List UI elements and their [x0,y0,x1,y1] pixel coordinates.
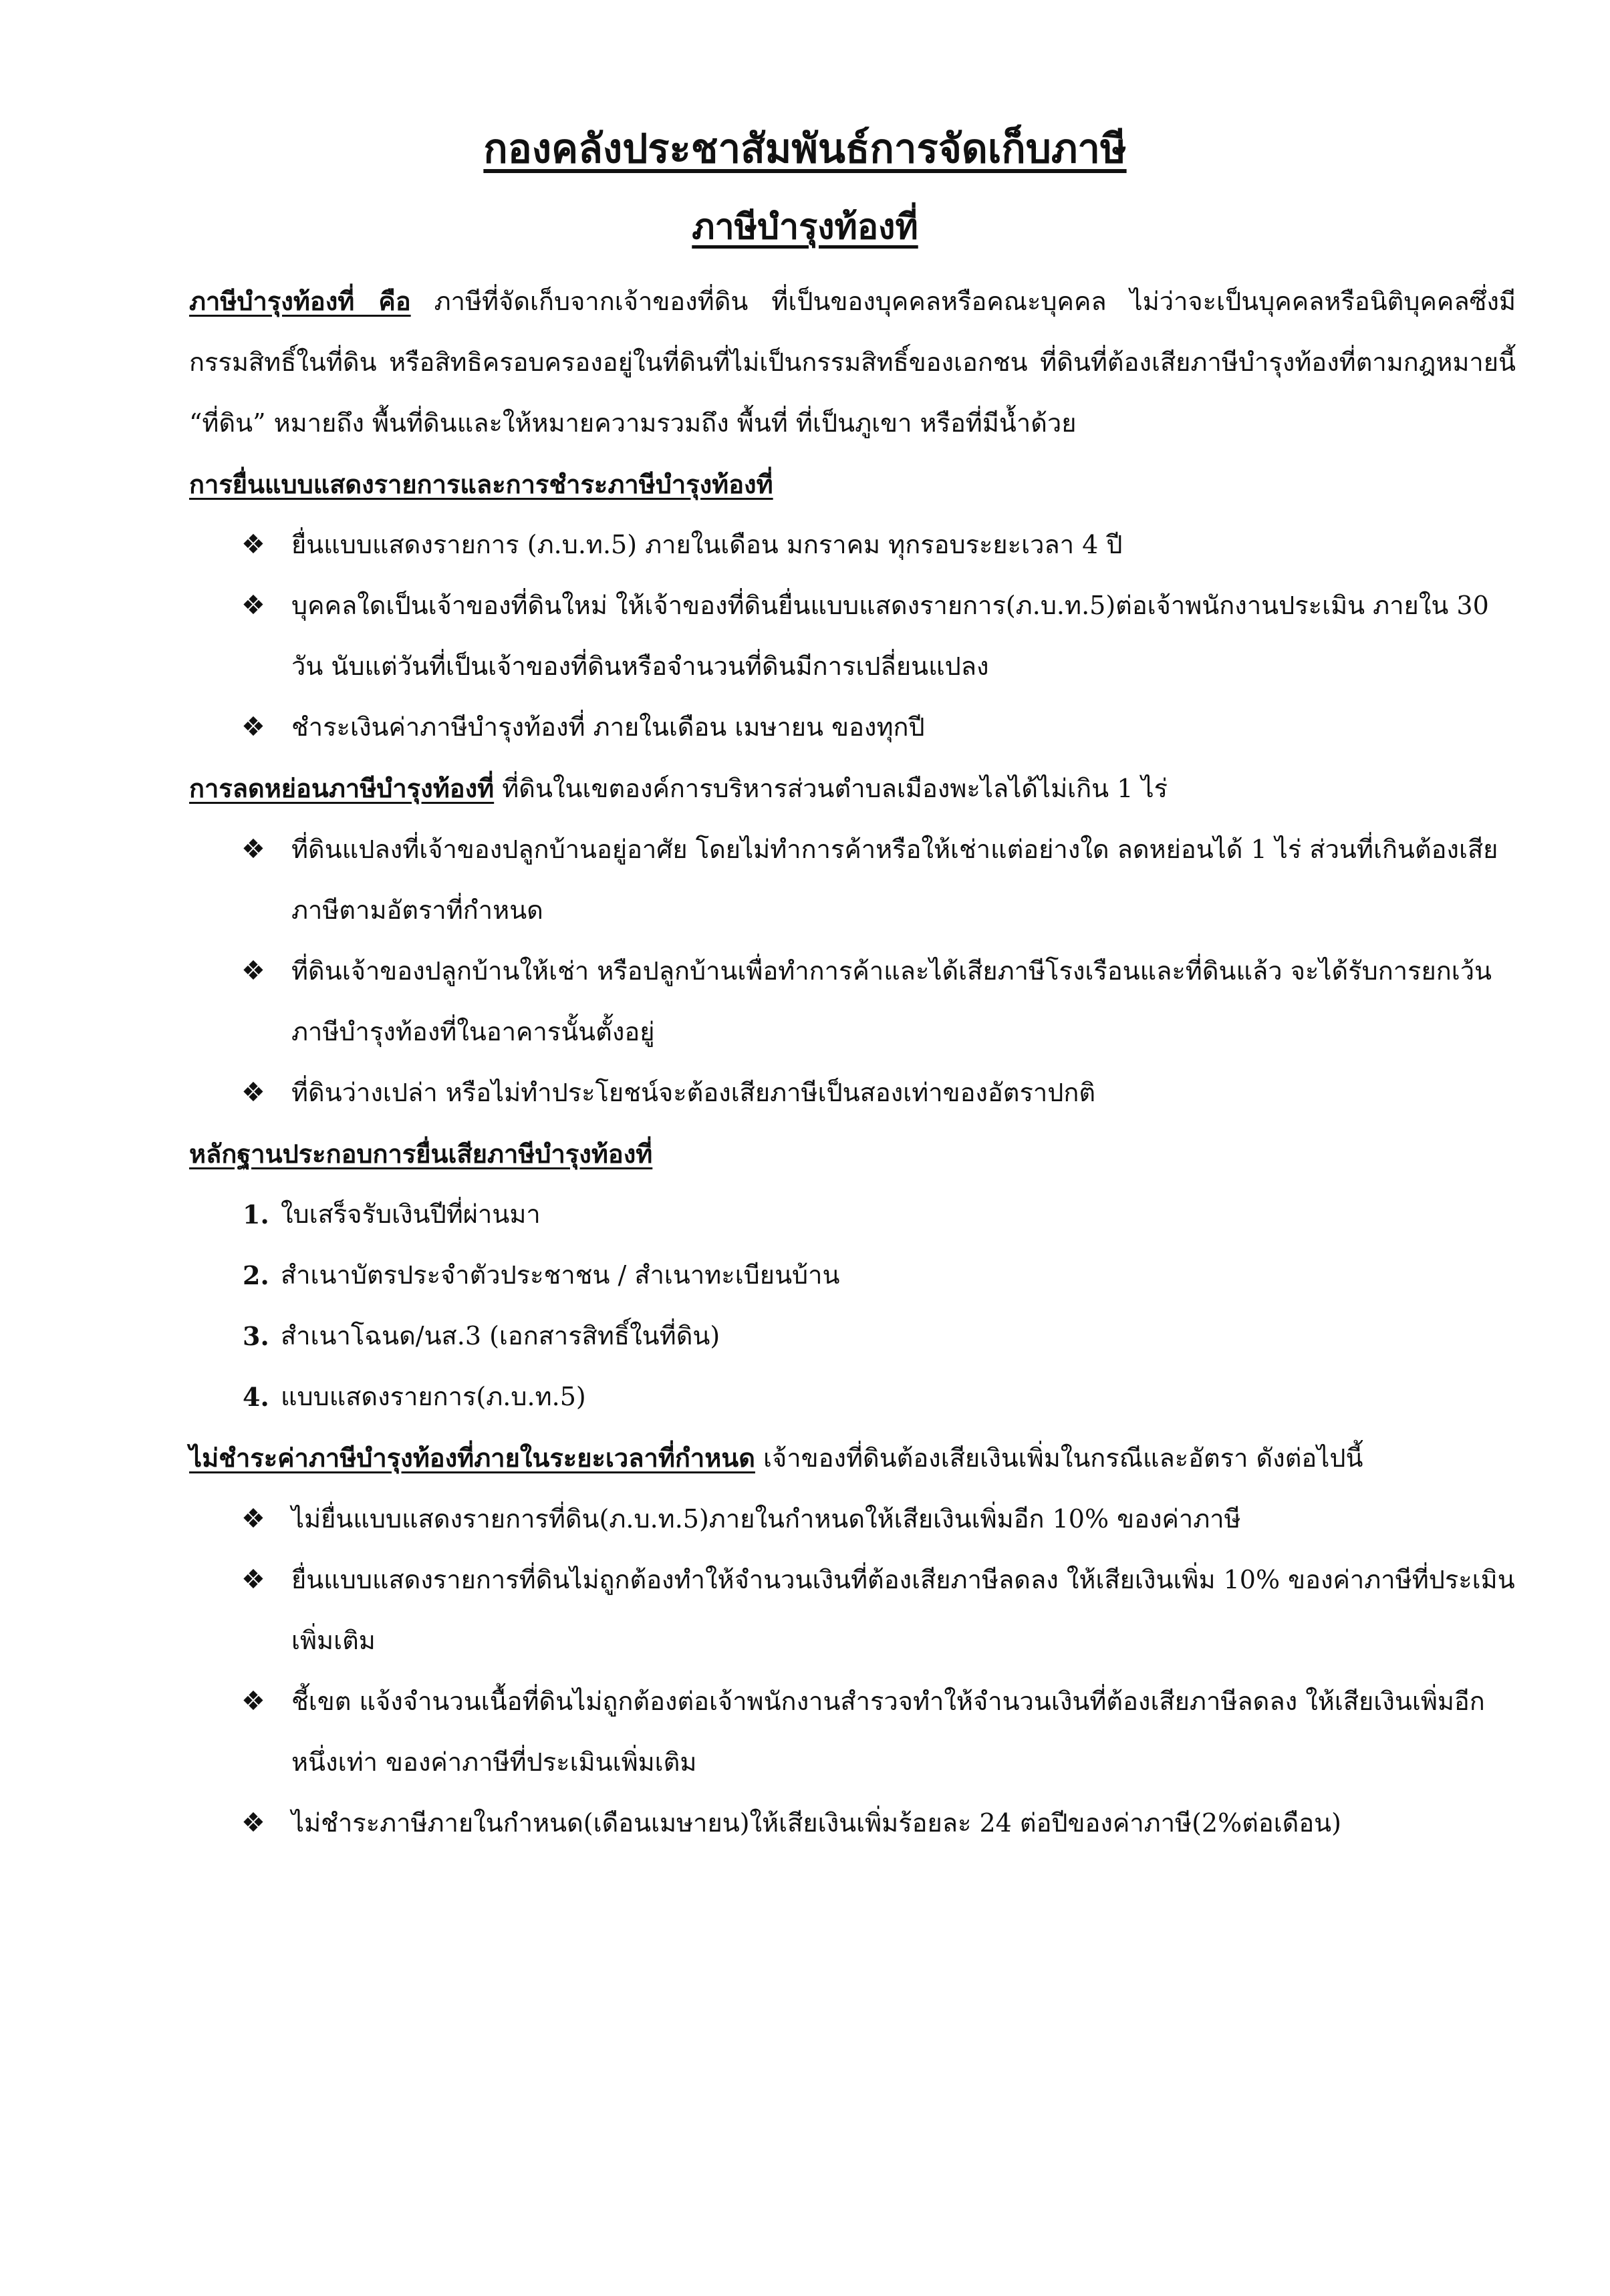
penalty-heading-suffix: เจ้าของที่ดินต้องเสียเงินเพิ่มในกรณีและอัตรา ดังต่อไปนี้ [755,1443,1363,1473]
list-item-text: สำเนาโฉนด/นส.3 (เอกสารสิทธิ์ในที่ดิน) [281,1321,720,1350]
list-item-text: ยื่นแบบแสดงรายการที่ดินไม่ถูกต้องทำให้จำนวนเงินที่ต้องเสียภาษีลดลง ให้เสียเงินเพิ่ม 10% ของค่าภาษีที่ประเมินเพิ่มเติม [291,1565,1515,1655]
page-title: กองคลังประชาสัมพันธ์การจัดเก็บภาษี [483,126,1127,172]
list-item-text: ที่ดินเจ้าของปลูกบ้านให้เช่า หรือปลูกบ้านเพื่อทำการค้าและได้เสียภาษีโรงเรือนและที่ดินแล้ว จะได้รับการยกเว้นภาษีบำรุงท้องที่ในอาคารนั้นตั้งอยู่ [291,956,1492,1046]
intro-term: ภาษีบำรุงท้องที่ คือ [189,286,411,316]
list-item-text: สำเนาบัตรประจำตัวประชาชน / สำเนาทะเบียนบ้าน [281,1260,840,1290]
list-item-text: ที่ดินแปลงที่เจ้าของปลูกบ้านอยู่อาศัย โดยไม่ทำการค้าหรือให้เช่าแต่อย่างใด ลดหย่อนได้ 1 ไร่ ส่วนที่เกินต้องเสียภาษีตามอัตราที่กำหนด [291,835,1498,925]
penalty-list [189,1489,1516,1854]
diamond-bullet-icon: ❖ [241,1077,265,1108]
list-item [189,515,1516,575]
list-item-number: 2. [243,1260,269,1290]
list-item [189,1184,1516,1245]
diamond-bullet-icon: ❖ [241,712,265,742]
filing-heading: การยื่นแบบแสดงรายการและการชำระภาษีบำรุงท้องที่ [189,469,773,499]
list-item-text: บุคคลใดเป็นเจ้าของที่ดินใหม่ ให้เจ้าของที่ดินยื่นแบบแสดงรายการ(ภ.บ.ท.5)ต่อเจ้าพนักงานประเมิน ภายใน 30 วัน นับแต่วันที่เป็นเจ้าของที่ดินหรือจำนวนที่ดินมีการเปลี่ยนแปลง [291,591,1489,681]
list-item-number: 4. [243,1382,269,1412]
list-item [189,575,1516,697]
diamond-bullet-icon: ❖ [241,834,265,865]
document-body [189,271,1516,1854]
list-item-text: ชำระเงินค่าภาษีบำรุงท้องที่ ภายในเดือน เมษายน ของทุกปี [291,712,925,742]
reduction-list [189,819,1516,1123]
list-item [189,1489,1516,1550]
filing-list [189,515,1516,758]
list-item [189,1671,1516,1793]
list-item [189,1062,1516,1123]
diamond-bullet-icon: ❖ [241,590,265,621]
list-item [189,1245,1516,1306]
diamond-bullet-icon: ❖ [241,1564,265,1595]
reduction-heading: การลดหย่อนภาษีบำรุงท้องที่ [189,773,495,803]
list-item [189,941,1516,1062]
page-subtitle: ภาษีบำรุงท้องที่ [692,206,918,247]
list-item [189,697,1516,758]
evidence-heading: หลักฐานประกอบการยื่นเสียภาษีบำรุงท้องที่ [189,1139,653,1169]
list-item-number: 3. [243,1321,269,1351]
reduction-heading-suffix: ที่ดินในเขตองค์การบริหารส่วนตำบลเมืองพะไลได้ไม่เกิน 1 ไร่ [494,774,1168,803]
intro-text: ภาษีที่จัดเก็บจากเจ้าของที่ดิน ที่เป็นของบุคคลหรือคณะบุคคล ไม่ว่าจะเป็นบุคคลหรือนิติบุคคลซึ่งมีกรรมสิทธิ์ในที่ดิน หรือสิทธิครอบครองอยู่ในที่ดินที่ไม่เป็นกรรมสิทธิ์ของเอกชน ที่ดินที่ต้องเสียภาษีบำรุงท้องที่ตามกฎหมายนี้ “ที่ดิน” หมายถึง พื้นที่ดินและให้หมายความรวมถึง พื้นที่ ที่เป็นภูเขา หรือที่มีน้ำด้วย [189,287,1516,438]
diamond-bullet-icon: ❖ [241,1503,265,1534]
list-item [189,1306,1516,1367]
diamond-bullet-icon: ❖ [241,956,265,986]
intro-paragraph [189,271,1516,454]
diamond-bullet-icon: ❖ [241,1808,265,1838]
list-item-text: แบบแสดงรายการ(ภ.บ.ท.5) [281,1382,586,1411]
list-item [189,1793,1516,1854]
list-item-text: ไม่ชำระภาษีภายในกำหนด(เดือนเมษายน)ให้เสียเงินเพิ่มร้อยละ 24 ต่อปีของค่าภาษี(2%ต่อเดือน) [291,1808,1341,1838]
penalty-heading-line [189,1427,1516,1489]
list-item [189,1550,1516,1671]
list-item-text: ที่ดินว่างเปล่า หรือไม่ทำประโยชน์จะต้องเสียภาษีเป็นสองเท่าของอัตราปกติ [291,1078,1096,1107]
list-item-text: ใบเสร็จรับเงินปีที่ผ่านมา [281,1199,541,1229]
list-item-number: 1. [243,1199,269,1230]
list-item-text: ยื่นแบบแสดงรายการ (ภ.บ.ท.5) ภายในเดือน มกราคม ทุกรอบระยะเวลา 4 ปี [291,530,1123,559]
list-item [189,819,1516,941]
reduction-heading-line [189,758,1516,819]
evidence-list [189,1184,1516,1427]
penalty-heading: ไม่ชำระค่าภาษีบำรุงท้องที่ภายในระยะเวลาที่กำหนด [189,1443,755,1473]
diamond-bullet-icon: ❖ [241,1686,265,1717]
diamond-bullet-icon: ❖ [241,529,265,560]
list-item-text: ชี้เขต แจ้งจำนวนเนื้อที่ดินไม่ถูกต้องต่อเจ้าพนักงานสำรวจทำให้จำนวนเงินที่ต้องเสียภาษีลดลง ให้เสียเงินเพิ่มอีก หนึ่งเท่า ของค่าภาษีที่ประเมินเพิ่มเติม [291,1687,1485,1777]
list-item-text: ไม่ยื่นแบบแสดงรายการที่ดิน(ภ.บ.ท.5)ภายในกำหนดให้เสียเงินเพิ่มอีก 10% ของค่าภาษี [291,1504,1241,1534]
list-item [189,1367,1516,1427]
